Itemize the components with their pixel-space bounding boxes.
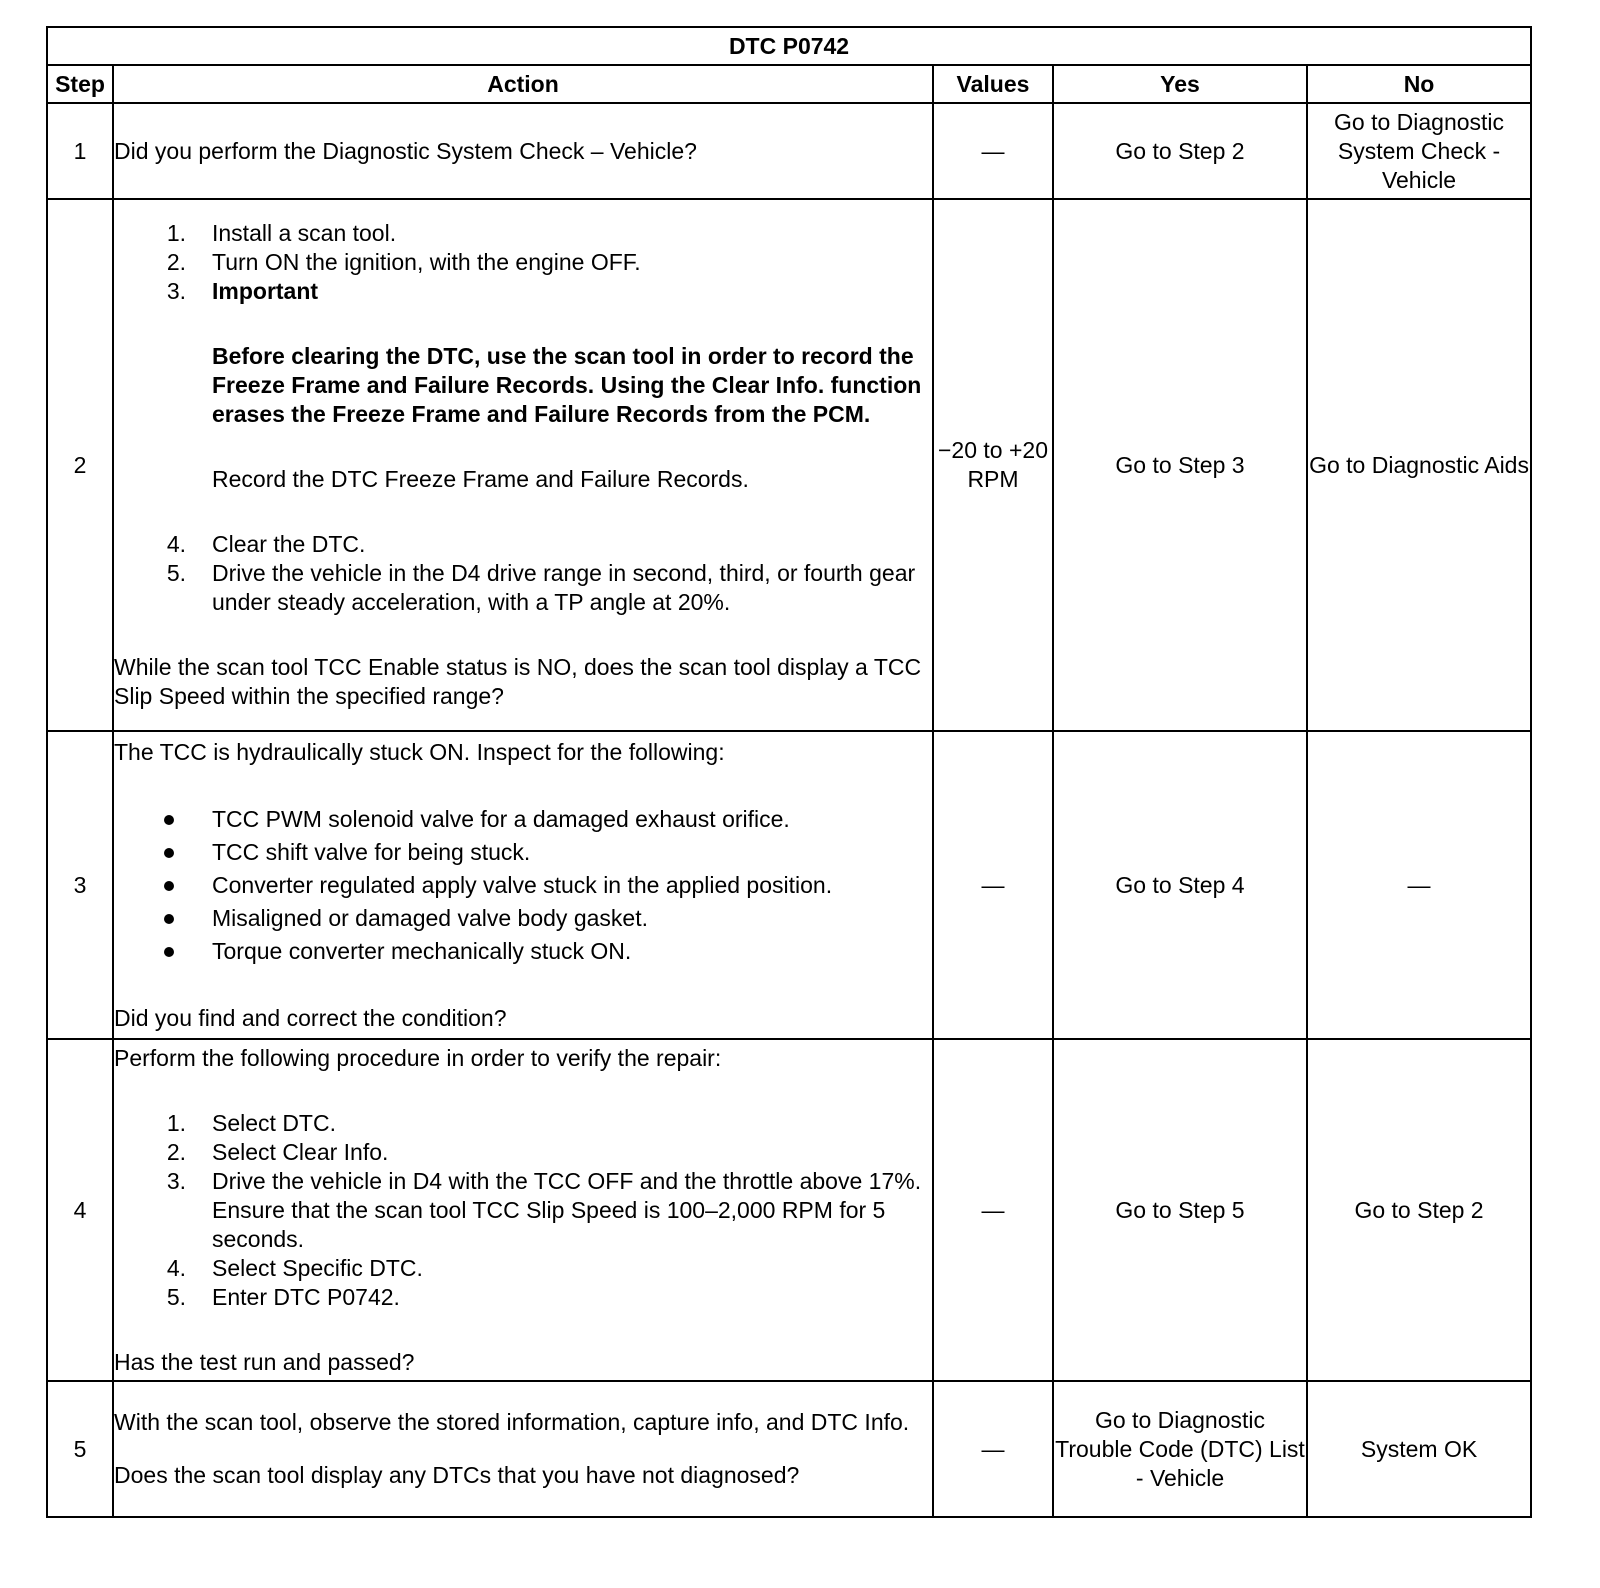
list-item: TCC PWM solenoid valve for a damaged exhaust orifice. <box>114 803 932 836</box>
dtc-document <box>46 26 1530 1518</box>
bullet-icon <box>164 947 174 957</box>
action-cell <box>113 103 933 199</box>
procedure-list <box>114 1109 932 1312</box>
important-note: Before clearing the DTC, use the scan tool in order to record the Freeze Frame and Failure Records. Using the Clear Info. function erases the Freeze Frame and Failure Records from the PCM. <box>212 343 922 427</box>
bullet-icon <box>164 815 174 825</box>
list-item: Converter regulated apply valve stuck in the applied position. <box>114 869 932 902</box>
inspection-list <box>114 803 932 968</box>
action-question: Has the test run and passed? <box>114 1348 415 1375</box>
list-item: 4. Select Specific DTC. <box>166 1254 423 1281</box>
values-cell: — <box>933 103 1053 199</box>
list-item: 1. Install a scan tool. <box>166 220 397 246</box>
action-cell <box>113 1381 933 1517</box>
action-question: Does the scan tool display any DTCs that you have not diagnosed? <box>114 1462 800 1488</box>
record-note: Record the DTC Freeze Frame and Failure Records. <box>212 466 749 492</box>
no-cell: Go to Step 2 <box>1307 1039 1531 1381</box>
header-values: Values <box>933 65 1053 103</box>
yes-cell: Go to Step 5 <box>1053 1039 1307 1381</box>
no-cell: — <box>1307 731 1531 1039</box>
values-cell: — <box>933 1039 1053 1381</box>
header-step: Step <box>47 65 113 103</box>
step-number: 1 <box>47 103 113 199</box>
list-item: 3. Important <box>166 278 319 304</box>
title-row <box>47 27 1531 65</box>
action-intro: With the scan tool, observe the stored information, capture info, and DTC Info. <box>114 1409 910 1435</box>
header-action: Action <box>113 65 933 103</box>
step-number: 2 <box>47 199 113 731</box>
bullet-icon <box>164 914 174 924</box>
list-item: TCC shift valve for being stuck. <box>114 836 932 869</box>
bullet-icon <box>164 848 174 858</box>
action-cell <box>113 199 933 731</box>
dtc-table <box>46 26 1532 1518</box>
no-cell: Go to Diagnostic System Check - Vehicle <box>1307 103 1531 199</box>
action-question: Did you find and correct the condition? <box>114 1004 507 1031</box>
list-item: 5. Drive the vehicle in the D4 drive range in second, third, or fourth gear under steady acceleration, with a TP angle at 20%. <box>166 560 916 615</box>
action-question: While the scan tool TCC Enable status is NO, does the scan tool display a TCC Slip Speed within the specified range? <box>114 654 922 709</box>
list-item: 2. Select Clear Info. <box>166 1138 389 1165</box>
action-intro: Perform the following procedure in order to verify the repair: <box>114 1044 722 1071</box>
table-row <box>47 199 1531 731</box>
header-no: No <box>1307 65 1531 103</box>
values-cell: −20 to +20 RPM <box>933 199 1053 731</box>
no-cell: System OK <box>1307 1381 1531 1517</box>
list-item: 1. Select DTC. <box>166 1109 336 1136</box>
action-cell <box>113 731 933 1039</box>
important-label: Important <box>212 278 319 304</box>
list-item: 4. Clear the DTC. <box>166 531 366 557</box>
no-cell: Go to Diagnostic Aids <box>1307 199 1531 731</box>
action-question: Did you perform the Diagnostic System Check – Vehicle? <box>114 137 697 164</box>
table-row <box>47 1039 1531 1381</box>
values-cell: — <box>933 1381 1053 1517</box>
yes-cell: Go to Diagnostic Trouble Code (DTC) List - Vehicle <box>1053 1381 1307 1517</box>
step-number: 4 <box>47 1039 113 1381</box>
list-item: 5. Enter DTC P0742. <box>166 1283 400 1310</box>
table-row <box>47 103 1531 199</box>
action-intro: The TCC is hydraulically stuck ON. Inspect for the following: <box>114 738 725 765</box>
list-item: 3. Drive the vehicle in D4 with the TCC OFF and the throttle above 17%. Ensure that the scan tool TCC Slip Speed is 100–2,000 RPM for 5 seconds. <box>166 1167 922 1252</box>
values-cell: — <box>933 731 1053 1039</box>
table-title: DTC P0742 <box>47 27 1531 65</box>
table-row <box>47 1381 1531 1517</box>
list-item: 2. Turn ON the ignition, with the engine OFF. <box>166 249 641 275</box>
action-cell <box>113 1039 933 1381</box>
header-yes: Yes <box>1053 65 1307 103</box>
list-item: Torque converter mechanically stuck ON. <box>114 935 932 968</box>
table-row <box>47 731 1531 1039</box>
yes-cell: Go to Step 3 <box>1053 199 1307 731</box>
list-item: Misaligned or damaged valve body gasket. <box>114 902 932 935</box>
bullet-icon <box>164 881 174 891</box>
header-row <box>47 65 1531 103</box>
yes-cell: Go to Step 4 <box>1053 731 1307 1039</box>
procedure-list <box>114 530 932 617</box>
step-number: 3 <box>47 731 113 1039</box>
yes-cell: Go to Step 2 <box>1053 103 1307 199</box>
step-number: 5 <box>47 1381 113 1517</box>
procedure-list <box>114 219 932 306</box>
